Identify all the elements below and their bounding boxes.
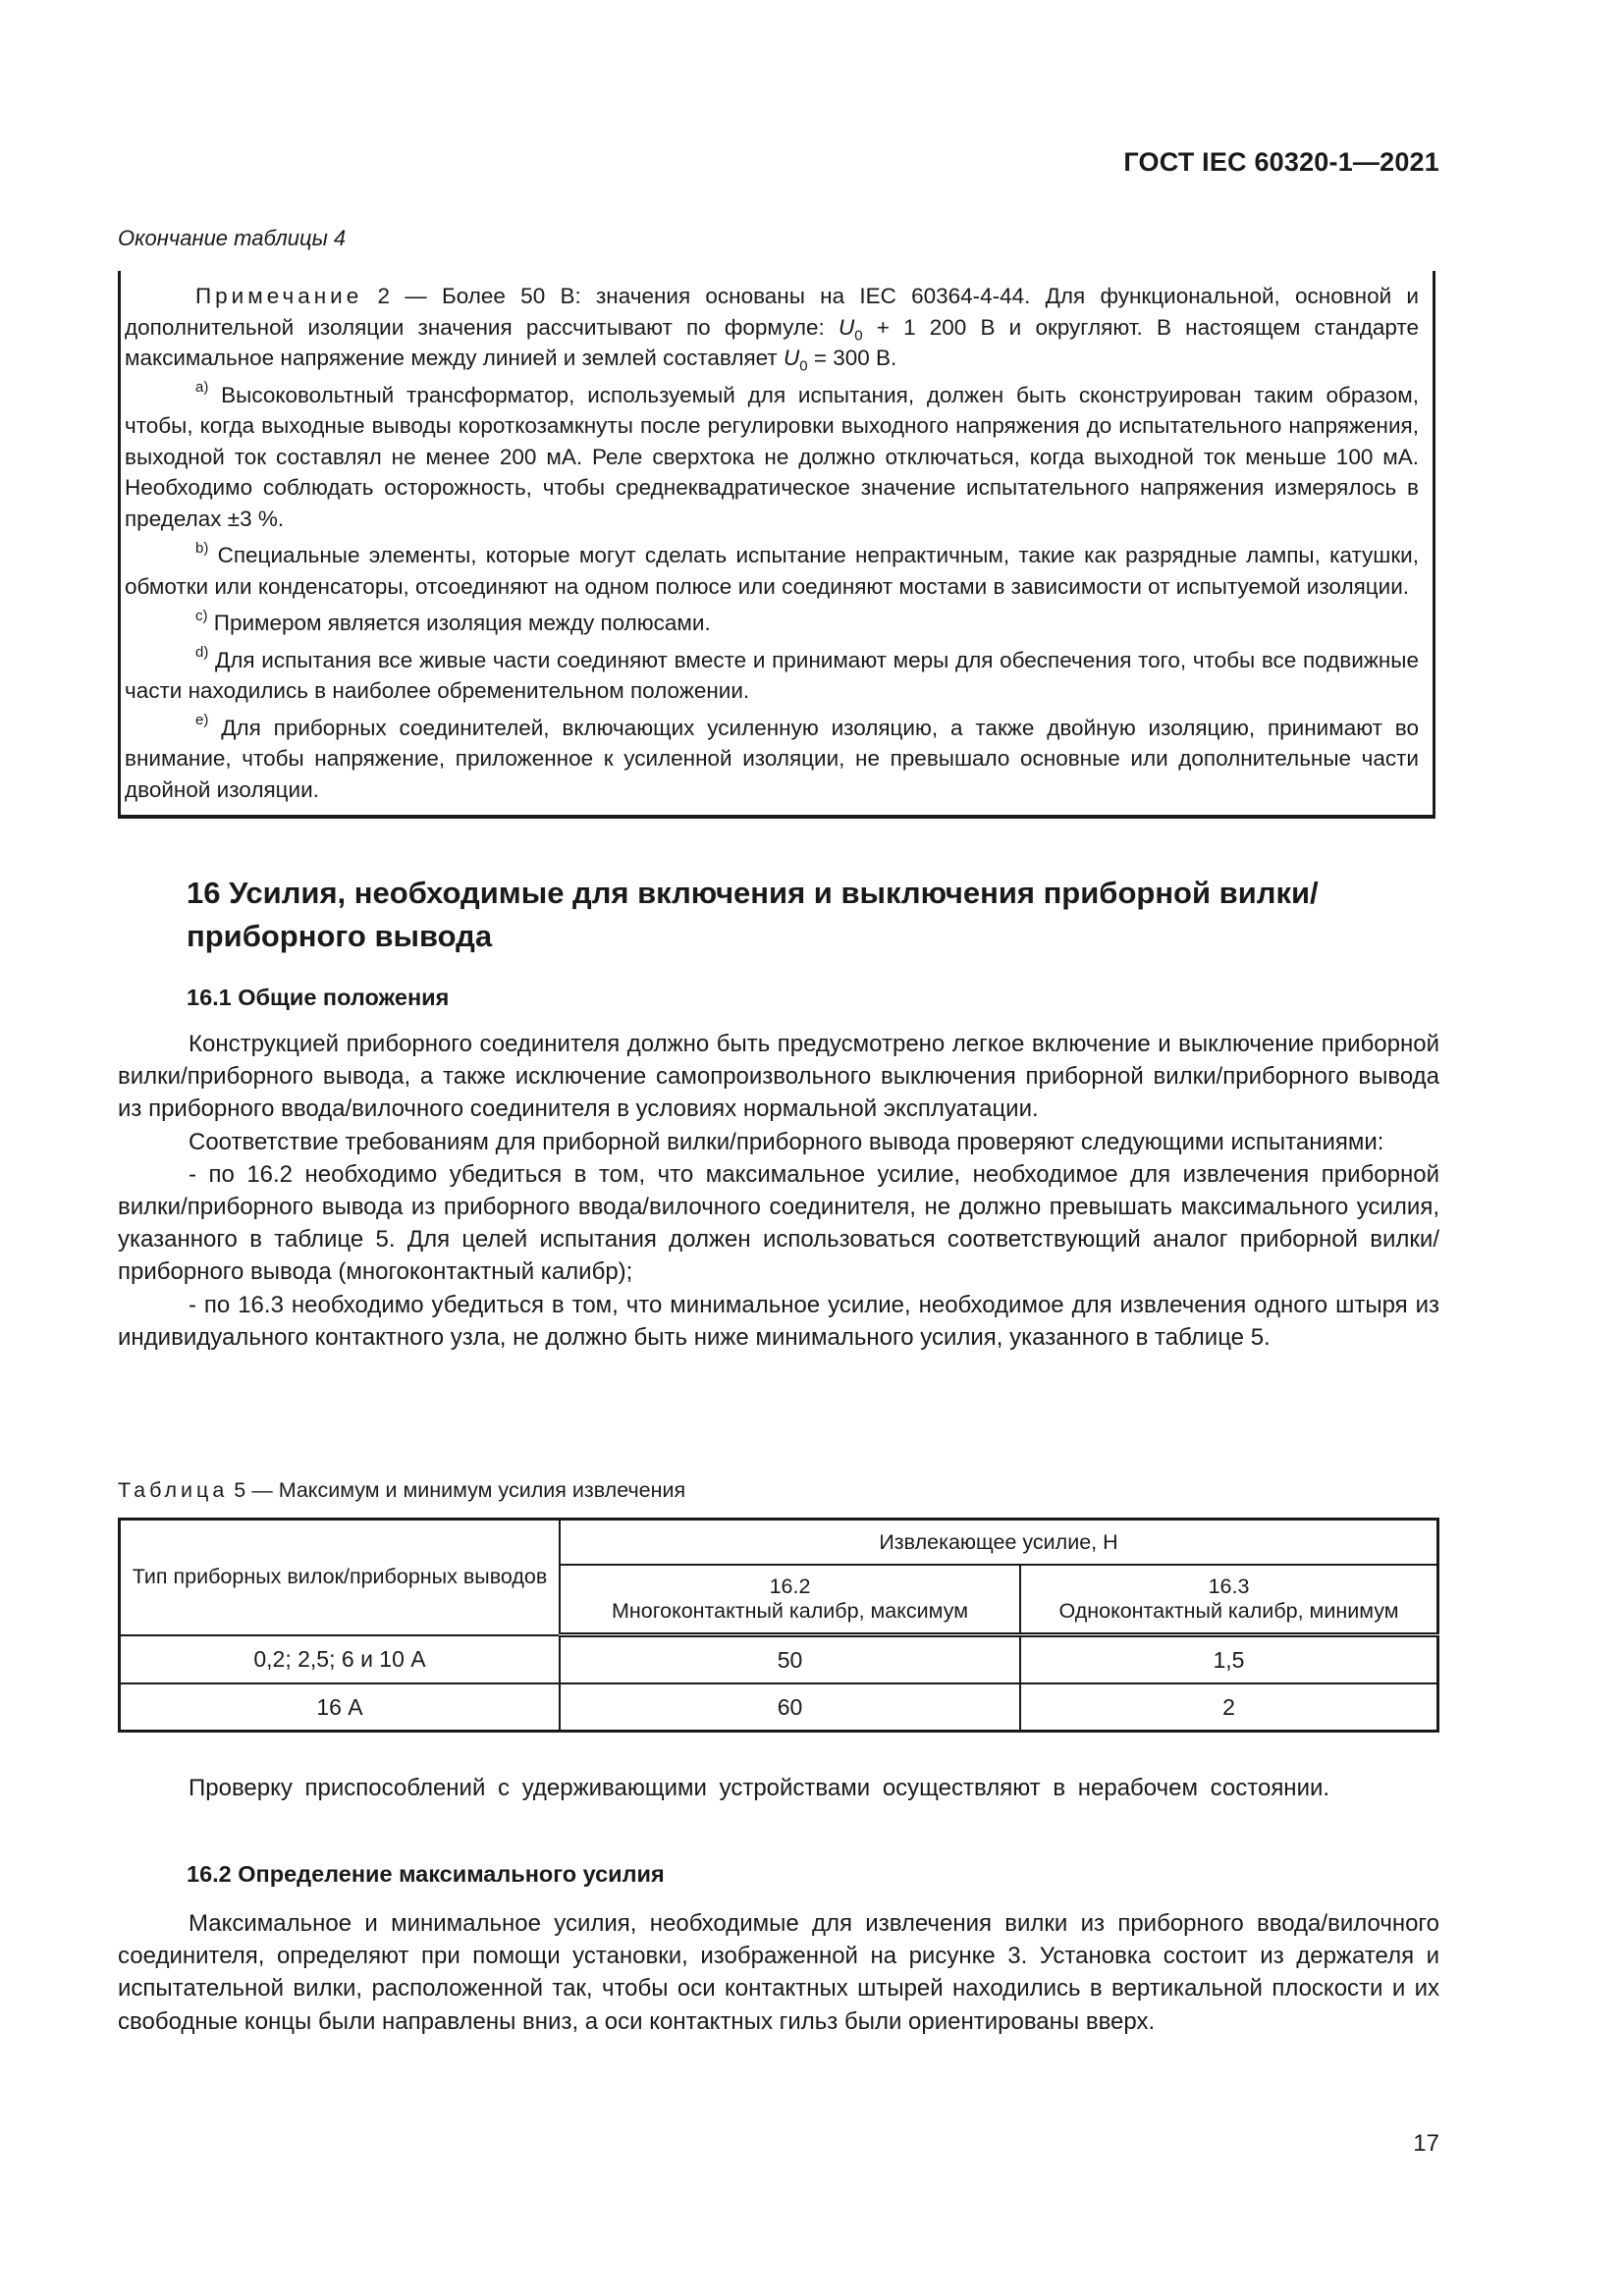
cell-type: 16 А (120, 1683, 561, 1732)
list-item: - по 16.3 необходимо убедиться в том, что минимальное усилие, необходимое для извлечения одного штыря из индивидуального контактного узла, не должно быть ниже минимального усилия, указанного в таблице 5. (118, 1291, 1439, 1351)
paragraph: Максимальное и минимальное усилия, необходимые для извлечения вилки из приборного ввода/вилочного соединителя, определяют при помощи установки, изображенной на рисунке 3. Установка состоит из держателя и испытательной вилки, расположенной так, чтобы оси контактных штырей находились в вертикальной плоскости и их свободные концы были направлены вниз, а оси контактных гильз были ориентированы вверх. (118, 1910, 1439, 2035)
standard-code-header: ГОСТ IEC 60320-1—2021 (1123, 147, 1439, 177)
table4-notes-box (118, 271, 1435, 819)
cell-max: 50 (560, 1635, 1020, 1684)
footnote-d: $^{d)}$ Для испытания все живые части соединяют вместе и принимают меры для обеспечения того, чтобы все подвижные части находились в наиболее обременительном положении. (125, 644, 1419, 703)
cell-min: 1,5 (1020, 1635, 1438, 1684)
section-16-1-body (118, 1028, 1439, 1354)
note-label: Примечание (195, 284, 363, 308)
col-header-type: Тип приборных вилок/приборных выводов (120, 1520, 561, 1635)
paragraph: Проверку приспособлений с удерживающими устройствами осуществляют в нерабочем состоянии. (189, 1775, 1330, 1801)
col-header-max: 16.2 Многоконтактный калибр, максимум (560, 1565, 1020, 1635)
note-2: Примечание 2 — Более 50 В: значения основаны на IEC 60364-4-44. Для функциональной, основной и дополнительной изоляции значения рассчитывают по формуле: $U_0 + 1$ 200 В и округляют. В настоящем стандарте максимальное напряжение между линией и землей составляет $U_0 = 300$ В. (125, 284, 1419, 375)
table-5-caption: Таблица 5 — Максимум и минимум усилия извлечения (118, 1478, 686, 1502)
footnote-e: $^{e)}$ Для приборных соединителей, включающих усиленную изоляцию, а также двойную изоляцию, принимают во внимание, чтобы напряжение, приложенное к усиленной изоляции, не превышало основные или дополнительные части двойной изоляции. (125, 712, 1419, 802)
paragraph: Соответствие требованиям для приборной вилки/приборного вывода проверяют следующими испытаниями: (189, 1128, 1384, 1155)
table-row (120, 1683, 1438, 1732)
page-number: 17 (1413, 2130, 1439, 2157)
footnote-c: $^{c)}$ Примером является изоляция между полюсами. (195, 607, 711, 635)
col-header-min: 16.3 Одноконтактный калибр, минимум (1020, 1565, 1438, 1635)
after-table-text (118, 1772, 1439, 1804)
cell-type: 0,2; 2,5; 6 и 10 А (120, 1635, 561, 1684)
footnote-b: $^{b)}$ Специальные элементы, которые могут сделать испытание непрактичным, такие как разрядные лампы, катушки, обмотки или конденсаторы, отсоединяют на одном полюсе или соединяют мостами в зависимости от испытуемой изоляции. (125, 539, 1419, 599)
list-item: - по 16.2 необходимо убедиться в том, что максимальное усилие, необходимое для извлечения приборной вилки/приборного вывода из приборного ввода/вилочного соединителя, не должно превышать максимального усилия, указанного в таблице 5. Для целей испытания должен использоваться соответствующий аналог приборной вилки/приборного вывода (многоконтактный калибр); (118, 1160, 1439, 1286)
cell-max: 60 (560, 1683, 1020, 1732)
section-16-2-heading: 16.2 Определение максимального усилия (187, 1861, 665, 1887)
table-5 (118, 1518, 1439, 1733)
section-16-2-body (118, 1907, 1439, 2038)
group-header-force: Извлекающее усилие, Н (560, 1520, 1438, 1566)
footnote-a: $^{a)}$ Высоковольтный трансформатор, используемый для испытания, должен быть сконструирован таким образом, чтобы, когда выходные выводы короткозамкнуты после регулировки выходного напряжения до испытательного напряжения, выходной ток составлял не менее 200 мА. Реле сверхтока не должно отключаться, когда выходной ток меньше 100 мА. Необходимо соблюдать осторожность, чтобы среднеквадратическое значение испытательного напряжения измерялось в пределах ±3 %. (125, 379, 1419, 531)
paragraph: Конструкцией приборного соединителя должно быть предусмотрено легкое включение и выключение приборной вилки/приборного вывода, а также исключение самопроизвольного выключения приборной вилки/приборного вывода из приборного ввода/вилочного соединителя в условиях нормальной эксплуатации. (118, 1031, 1439, 1123)
section-16-1-heading: 16.1 Общие положения (187, 985, 450, 1010)
table-row (120, 1635, 1438, 1684)
table-continuation-label: Окончание таблицы 4 (118, 226, 347, 250)
section-16-heading: 16 Усилия, необходимые для включения и выключения приборной вилки/приборного вывода (187, 876, 1319, 953)
cell-min: 2 (1020, 1683, 1438, 1732)
